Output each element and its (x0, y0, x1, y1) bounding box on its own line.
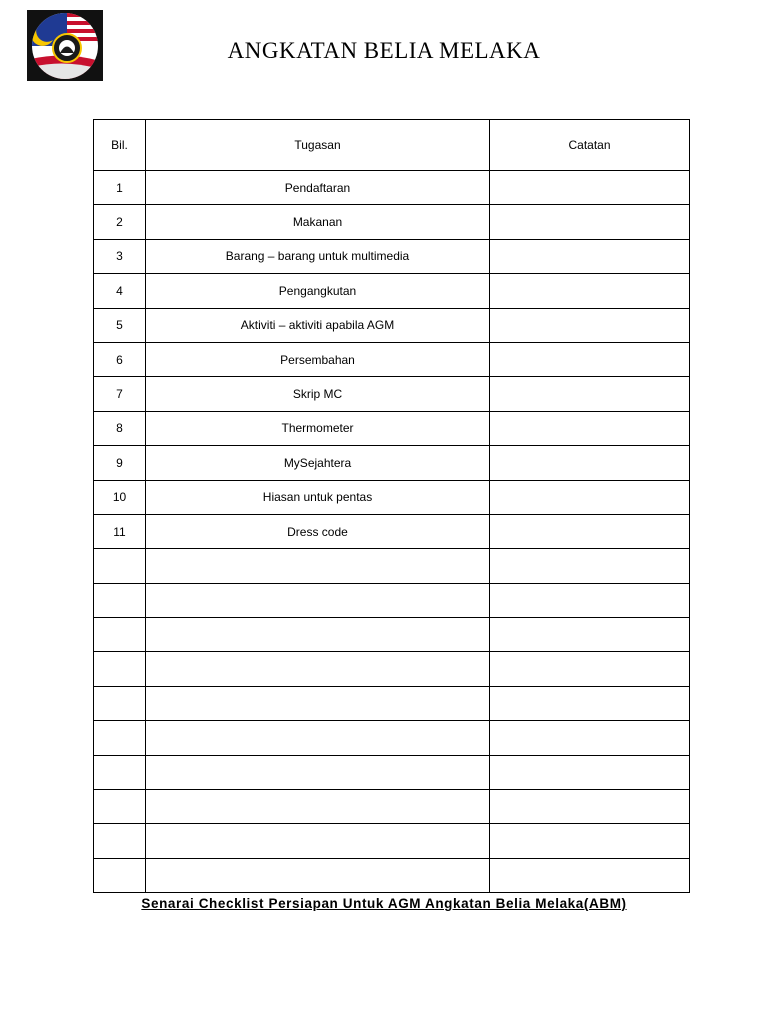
table-row (94, 790, 690, 824)
cell-catatan (490, 790, 690, 824)
cell-catatan (490, 618, 690, 652)
table-row (94, 755, 690, 789)
cell-bil (94, 652, 146, 686)
cell-bil: 9 (94, 446, 146, 480)
cell-bil: 2 (94, 205, 146, 239)
cell-catatan (490, 858, 690, 892)
table-row (94, 480, 690, 514)
table-row (94, 171, 690, 205)
cell-bil (94, 721, 146, 755)
cell-bil (94, 549, 146, 583)
table-row (94, 686, 690, 720)
cell-tugasan (146, 583, 490, 617)
table-row (94, 239, 690, 273)
cell-catatan (490, 583, 690, 617)
table-row (94, 446, 690, 480)
cell-bil: 8 (94, 411, 146, 445)
cell-bil: 3 (94, 239, 146, 273)
table-row (94, 721, 690, 755)
cell-catatan (490, 824, 690, 858)
cell-catatan (490, 721, 690, 755)
cell-bil (94, 824, 146, 858)
cell-catatan (490, 446, 690, 480)
column-header-catatan: Catatan (490, 120, 690, 171)
column-header-tugasan: Tugasan (146, 120, 490, 171)
checklist-body (94, 171, 690, 893)
cell-catatan (490, 205, 690, 239)
table-row (94, 583, 690, 617)
cell-catatan (490, 514, 690, 548)
table-header-row (94, 120, 690, 171)
table-row (94, 377, 690, 411)
cell-tugasan (146, 721, 490, 755)
table-row (94, 274, 690, 308)
cell-tugasan: MySejahtera (146, 446, 490, 480)
cell-tugasan (146, 686, 490, 720)
cell-catatan (490, 755, 690, 789)
cell-bil: 11 (94, 514, 146, 548)
cell-tugasan: Aktiviti – aktiviti apabila AGM (146, 308, 490, 342)
cell-bil (94, 790, 146, 824)
cell-bil: 10 (94, 480, 146, 514)
cell-tugasan (146, 824, 490, 858)
cell-catatan (490, 274, 690, 308)
table-row (94, 652, 690, 686)
cell-tugasan: Hiasan untuk pentas (146, 480, 490, 514)
document-caption: Senarai Checklist Persiapan Untuk AGM Angkatan Belia Melaka(ABM) (141, 896, 627, 911)
cell-tugasan (146, 858, 490, 892)
cell-catatan (490, 377, 690, 411)
cell-bil: 7 (94, 377, 146, 411)
cell-bil (94, 618, 146, 652)
table-row (94, 858, 690, 892)
table-row (94, 342, 690, 376)
column-header-bil: Bil. (94, 120, 146, 171)
table-row (94, 308, 690, 342)
cell-catatan (490, 411, 690, 445)
cell-catatan (490, 652, 690, 686)
cell-catatan (490, 480, 690, 514)
cell-tugasan: Skrip MC (146, 377, 490, 411)
table-row (94, 205, 690, 239)
cell-tugasan: Thermometer (146, 411, 490, 445)
cell-bil (94, 686, 146, 720)
cell-tugasan (146, 790, 490, 824)
cell-tugasan (146, 652, 490, 686)
cell-catatan (490, 239, 690, 273)
table-row (94, 514, 690, 548)
table-row (94, 549, 690, 583)
table-row (94, 618, 690, 652)
cell-catatan (490, 171, 690, 205)
table-row (94, 411, 690, 445)
checklist-table (93, 119, 690, 893)
cell-tugasan: Dress code (146, 514, 490, 548)
cell-tugasan (146, 618, 490, 652)
cell-tugasan: Pendaftaran (146, 171, 490, 205)
cell-bil (94, 755, 146, 789)
cell-tugasan: Barang – barang untuk multimedia (146, 239, 490, 273)
cell-tugasan (146, 549, 490, 583)
cell-catatan (490, 686, 690, 720)
cell-bil: 4 (94, 274, 146, 308)
cell-catatan (490, 342, 690, 376)
cell-catatan (490, 549, 690, 583)
page-title: ANGKATAN BELIA MELAKA (227, 38, 541, 63)
table-row (94, 824, 690, 858)
cell-bil: 6 (94, 342, 146, 376)
cell-tugasan: Persembahan (146, 342, 490, 376)
cell-bil (94, 583, 146, 617)
cell-bil: 5 (94, 308, 146, 342)
cell-tugasan: Pengangkutan (146, 274, 490, 308)
cell-catatan (490, 308, 690, 342)
cell-tugasan (146, 755, 490, 789)
cell-bil: 1 (94, 171, 146, 205)
cell-bil (94, 858, 146, 892)
cell-tugasan: Makanan (146, 205, 490, 239)
